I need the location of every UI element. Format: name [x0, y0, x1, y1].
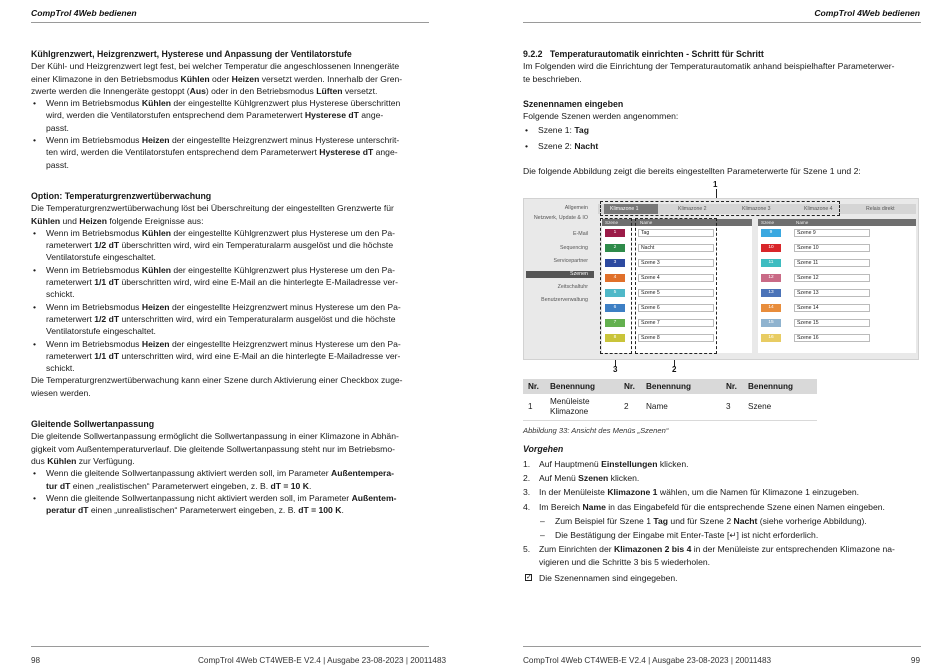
scene-number-swatch: 3 [605, 259, 625, 267]
scene-name-input[interactable]: Szene 7 [638, 319, 714, 327]
scene-name-input[interactable]: Szene 5 [638, 289, 714, 297]
list-item: – Zum Beispiel für Szene 1 Tag und für Szene 2 Nacht (siehe vorherige Abbildung). [523, 515, 921, 527]
list-item: • Wenn die gleitende Sollwertanpassung nicht aktiviert werden soll, im Parameter Außentem- peratur dT einen „unrealistischen“ Parameterwert eingeben, z. B. dT = 100 K. [31, 492, 429, 517]
scene-number-swatch: 15 [761, 319, 781, 327]
scene-name-input[interactable]: Szene 8 [638, 334, 714, 342]
cell-nr: 3 [721, 394, 743, 421]
procedure-steps [523, 543, 921, 568]
scene-row [758, 318, 908, 328]
cell-name: Menüleiste Klimazone [545, 394, 619, 421]
page-number-left: 98 [31, 656, 41, 665]
right-content [523, 48, 921, 584]
menu-item-email[interactable]: E-Mail [572, 231, 588, 238]
tab-climate-zone-4[interactable]: Klimazone 4 [804, 206, 833, 213]
scene-name-input[interactable]: Szene 13 [794, 289, 870, 297]
footer-rule [523, 646, 921, 647]
tab-climate-zone-1[interactable]: Klimazone 1 [604, 204, 658, 214]
cell-nr: 1 [523, 394, 545, 421]
result-line: ✓ Die Szenennamen sind eingegeben. [526, 573, 678, 584]
paragraph: Die Temperaturgrenzwertüberwachung kann einer Szene durch Aktivierung einer Checkbox zuge- [31, 375, 403, 386]
scene-name-input[interactable]: Szene 16 [794, 334, 870, 342]
scene-name-input[interactable]: Szene 15 [794, 319, 870, 327]
scene-number-swatch: 16 [761, 334, 781, 342]
menu-item-servicepartner[interactable]: Servicepartner [553, 258, 588, 265]
list-item: • Wenn im Betriebsmodus Kühlen der eingestellte Kühlgrenzwert plus Hysterese um den Pa- rameterwert 1/2 dT überschritten wird, wird ein Temperaturalarm ausgelöst und die höchste Ventilatorstufe eingeschaltet. [31, 227, 429, 264]
page-number-right: 99 [910, 656, 920, 665]
footer-rule [31, 646, 429, 647]
tab-relay-direct[interactable]: Relais direkt [866, 206, 895, 213]
right-page [475, 0, 950, 667]
paragraph: te beschrieben. [523, 73, 582, 84]
paragraph: zwerte werden die Innengeräte gestoppt (Aus) oder in den Betriebsmodus Lüften versetzt. [31, 85, 378, 96]
callout-box-name [635, 218, 717, 354]
menu-item-scenes[interactable]: Szenen [526, 271, 594, 278]
bullet-list [523, 124, 921, 152]
scene-number-swatch: 2 [605, 244, 625, 252]
scene-name-input[interactable]: Szene 14 [794, 304, 870, 312]
list-item: 3. In der Menüleiste Klimazone 1 wählen, um die Namen für Klimazone 1 einzugeben. [523, 487, 860, 498]
list-item: • Wenn im Betriebsmodus Heizen der eingestellte Heizgrenzwert minus Hysterese um den Pa- rameterwert 1/1 dT unterschritten wird, wird eine E-Mail an die hinterlegte E-Mailadresse ver- schickt. [31, 338, 429, 375]
callout-3: 3 [613, 365, 618, 375]
bullet-list [31, 467, 429, 516]
scene-name-input[interactable]: Szene 9 [794, 229, 870, 237]
list-item: 2. Auf Menü Szenen klicken. [523, 472, 640, 483]
column-header-name: Benennung [743, 379, 817, 394]
scene-number-swatch: 13 [761, 289, 781, 297]
heading-procedure: Vorgehen [523, 444, 564, 455]
scene-name-input[interactable]: Szene 12 [794, 274, 870, 282]
heading-sliding-setpoint: Gleitende Sollwertanpassung [31, 419, 155, 430]
scene-name-input[interactable]: Szene 3 [638, 259, 714, 267]
left-content [31, 48, 429, 516]
procedure-steps [523, 458, 921, 513]
scene-name-input[interactable]: Tag [638, 229, 714, 237]
cell-name: Szene [743, 394, 817, 421]
scene-number-swatch: 10 [761, 244, 781, 252]
cell-nr: 2 [619, 394, 641, 421]
column-header-nr: Nr. [721, 379, 743, 394]
paragraph: Die Temperaturgrenzwertüberwachung löst bei Überschreitung der eingestellten Grenzwerte für [31, 203, 394, 214]
paragraph: dus Kühlen zur Verfügung. [31, 455, 135, 466]
paragraph: Kühlen und Heizen folgende Ereignisse aus: [31, 215, 204, 226]
heading-temperature-monitoring: Option: Temperaturgrenzwertüberwachung [31, 190, 212, 201]
scene-number-swatch: 14 [761, 304, 781, 312]
heading-scene-names: Szenennamen eingeben [523, 98, 624, 109]
scene-name-input[interactable]: Szene 10 [794, 244, 870, 252]
column-header-nr: Nr. [619, 379, 641, 394]
list-item: • Szene 1: Tag [523, 124, 921, 136]
scene-table-header-right [758, 219, 916, 226]
scene-row [758, 333, 908, 343]
scene-number-swatch: 12 [761, 274, 781, 282]
scene-number-swatch: 1 [605, 229, 625, 237]
scene-number-swatch: 9 [761, 229, 781, 237]
scene-row [758, 243, 908, 253]
footer-info-right: CompTrol 4Web CT4WEB-E V2.4 | Ausgabe 23-08-2023 | 20011483 [523, 656, 772, 665]
column-header-name: Benennung [545, 379, 619, 394]
check-icon: ✓ [526, 574, 532, 582]
list-item: • Wenn die gleitende Sollwertanpassung aktiviert werden soll, im Parameter Außentempera- tur dT einen „realistischen“ Parameterwert eingeben, z. B. dT = 10 K. [31, 467, 429, 492]
scene-row [758, 288, 908, 298]
scene-name-input[interactable]: Szene 11 [794, 259, 870, 267]
scene-row [758, 303, 908, 313]
ui-screenshot [523, 198, 919, 360]
section-heading: 9.2.2 Temperaturautomatik einrichten - Schritt für Schritt [523, 49, 764, 59]
column-name: Name [640, 220, 653, 226]
paragraph: Die folgende Abbildung zeigt die bereits eingestellten Parameterwerte für Szene 1 und 2: [523, 166, 861, 177]
running-head-right: CompTrol 4Web bedienen [814, 8, 920, 18]
callout-box-menu-bar [600, 201, 840, 216]
column-header-name: Benennung [641, 379, 721, 394]
header-rule [523, 22, 921, 23]
scene-row [758, 258, 908, 268]
scene-number-swatch: 5 [605, 289, 625, 297]
list-item: – Die Bestätigung der Eingabe mit Enter-Taste [↵] ist nicht erforderlich. [523, 529, 921, 541]
scene-name-input[interactable]: Szene 6 [638, 304, 714, 312]
paragraph: Der Kühl- und Heizgrenzwert legt fest, bei welcher Temperatur die angeschlossenen Innengeräte [31, 61, 400, 72]
bullet-list [31, 97, 429, 171]
scene-number-swatch: 7 [605, 319, 625, 327]
paragraph: gigkeit vom Außentemperaturverlauf. Die gleitende Sollwertanpassung steht nur im Betriebsmo- [31, 443, 395, 454]
footer-info-left: CompTrol 4Web CT4WEB-E V2.4 | Ausgabe 23-08-2023 | 20011483 [198, 656, 447, 665]
scenes-menu-figure [523, 179, 919, 356]
scene-number-swatch: 11 [761, 259, 781, 267]
menu-item-user-management[interactable]: Benutzerverwaltung [541, 297, 588, 304]
scene-row [758, 228, 908, 238]
running-head-left: CompTrol 4Web bedienen [31, 8, 137, 18]
list-item: • Wenn im Betriebsmodus Heizen der eingestellte Heizgrenzwert minus Hysterese unterschrit- ten wird, werden die Ventilatorstufen entsprechend dem Parameterwert Hysterese dT ange- passt. [31, 134, 429, 171]
column-scene: Szene [761, 220, 775, 226]
scene-number-swatch: 6 [605, 304, 625, 312]
scene-name-input[interactable]: Nacht [638, 244, 714, 252]
menu-item-sequencing[interactable]: Sequencing [560, 245, 588, 252]
list-item: 1. Auf Hauptmenü Einstellungen klicken. [523, 458, 689, 469]
list-item: • Wenn im Betriebsmodus Heizen der eingestellte Heizgrenzwert minus Hysterese um den Pa- rameterwert 1/2 dT unterschritten wird, wird ein Temperaturalarm ausgelöst und die höchste Ventilatorstufe eingeschaltet. [31, 301, 429, 338]
paragraph: Die gleitende Sollwertanpassung ermöglicht die Sollwertanpassung in einer Klimazone in Abhän- [31, 431, 399, 442]
scene-number-swatch: 8 [605, 334, 625, 342]
figure-caption: Abbildung 33: Ansicht des Menüs „Szenen“ [523, 426, 669, 436]
menu-item-general[interactable]: Allgemein [564, 205, 588, 212]
paragraph: Folgende Szenen werden angenommen: [523, 111, 679, 122]
tab-climate-zone-3[interactable]: Klimazone 3 [742, 206, 771, 213]
column-name: Name [796, 220, 809, 226]
menu-item-timer[interactable]: Zeitschaltuhr [557, 284, 588, 291]
heading-cooling-heating-limits: Kühlgrenzwert, Heizgrenzwert, Hysterese und Anpassung der Ventilatorstufe [31, 49, 352, 59]
list-item: • Wenn im Betriebsmodus Kühlen der eingestellte Kühlgrenzwert plus Hysterese überschritten wird, werden die Ventilatorstufen entsprechend dem Parameterwert Hysterese dT ange- passt. [31, 97, 429, 134]
paragraph: Im Folgenden wird die Einrichtung der Temperaturautomatik anhand beispielhafter Parameterwer- [523, 61, 895, 72]
sub-steps [523, 515, 921, 542]
scene-number-swatch: 4 [605, 274, 625, 282]
callout-2: 2 [672, 365, 677, 375]
scene-name-input[interactable]: Szene 4 [638, 274, 714, 282]
bullet-list [31, 227, 429, 375]
list-item: • Wenn im Betriebsmodus Kühlen der eingestellte Kühlgrenzwert plus Hysterese um den Pa- rameterwert 1/1 dT überschritten wird, wird eine E-Mail an die hinterlegte E-Mailadresse ver- schickt. [31, 264, 429, 301]
tab-climate-zone-2[interactable]: Klimazone 2 [678, 206, 707, 213]
list-item: • Szene 2: Nacht [523, 140, 921, 152]
callout-1: 1 [713, 180, 718, 190]
header-rule [31, 22, 429, 23]
scene-row [758, 273, 908, 283]
paragraph: wiesen werden. [31, 387, 91, 398]
callout-box-scene [600, 218, 632, 354]
column-scene: Szene [605, 220, 619, 226]
paragraph: einer Klimazone in den Betriebsmodus Kühlen oder Heizen versetzt werden. Innerhalb der Gren- [31, 73, 403, 84]
menu-item-network[interactable]: Netzwerk, Update & IO [533, 215, 588, 222]
list-item: 4. Im Bereich Name in das Eingabefeld für die entsprechende Szene einen Namen eingeben. [523, 501, 885, 512]
table-row [523, 394, 817, 421]
column-header-nr: Nr. [523, 379, 545, 394]
table-header-row [523, 379, 817, 394]
settings-side-menu [524, 199, 594, 359]
cell-name: Name [641, 394, 721, 421]
figure-legend-table [523, 379, 817, 421]
list-item: 5. Zum Einrichten der Klimazonen 2 bis 4 in der Menüleiste zur entsprechenden Klimazone na- vigieren und die Schritte 3 bis 5 wiederholen. [523, 544, 895, 567]
